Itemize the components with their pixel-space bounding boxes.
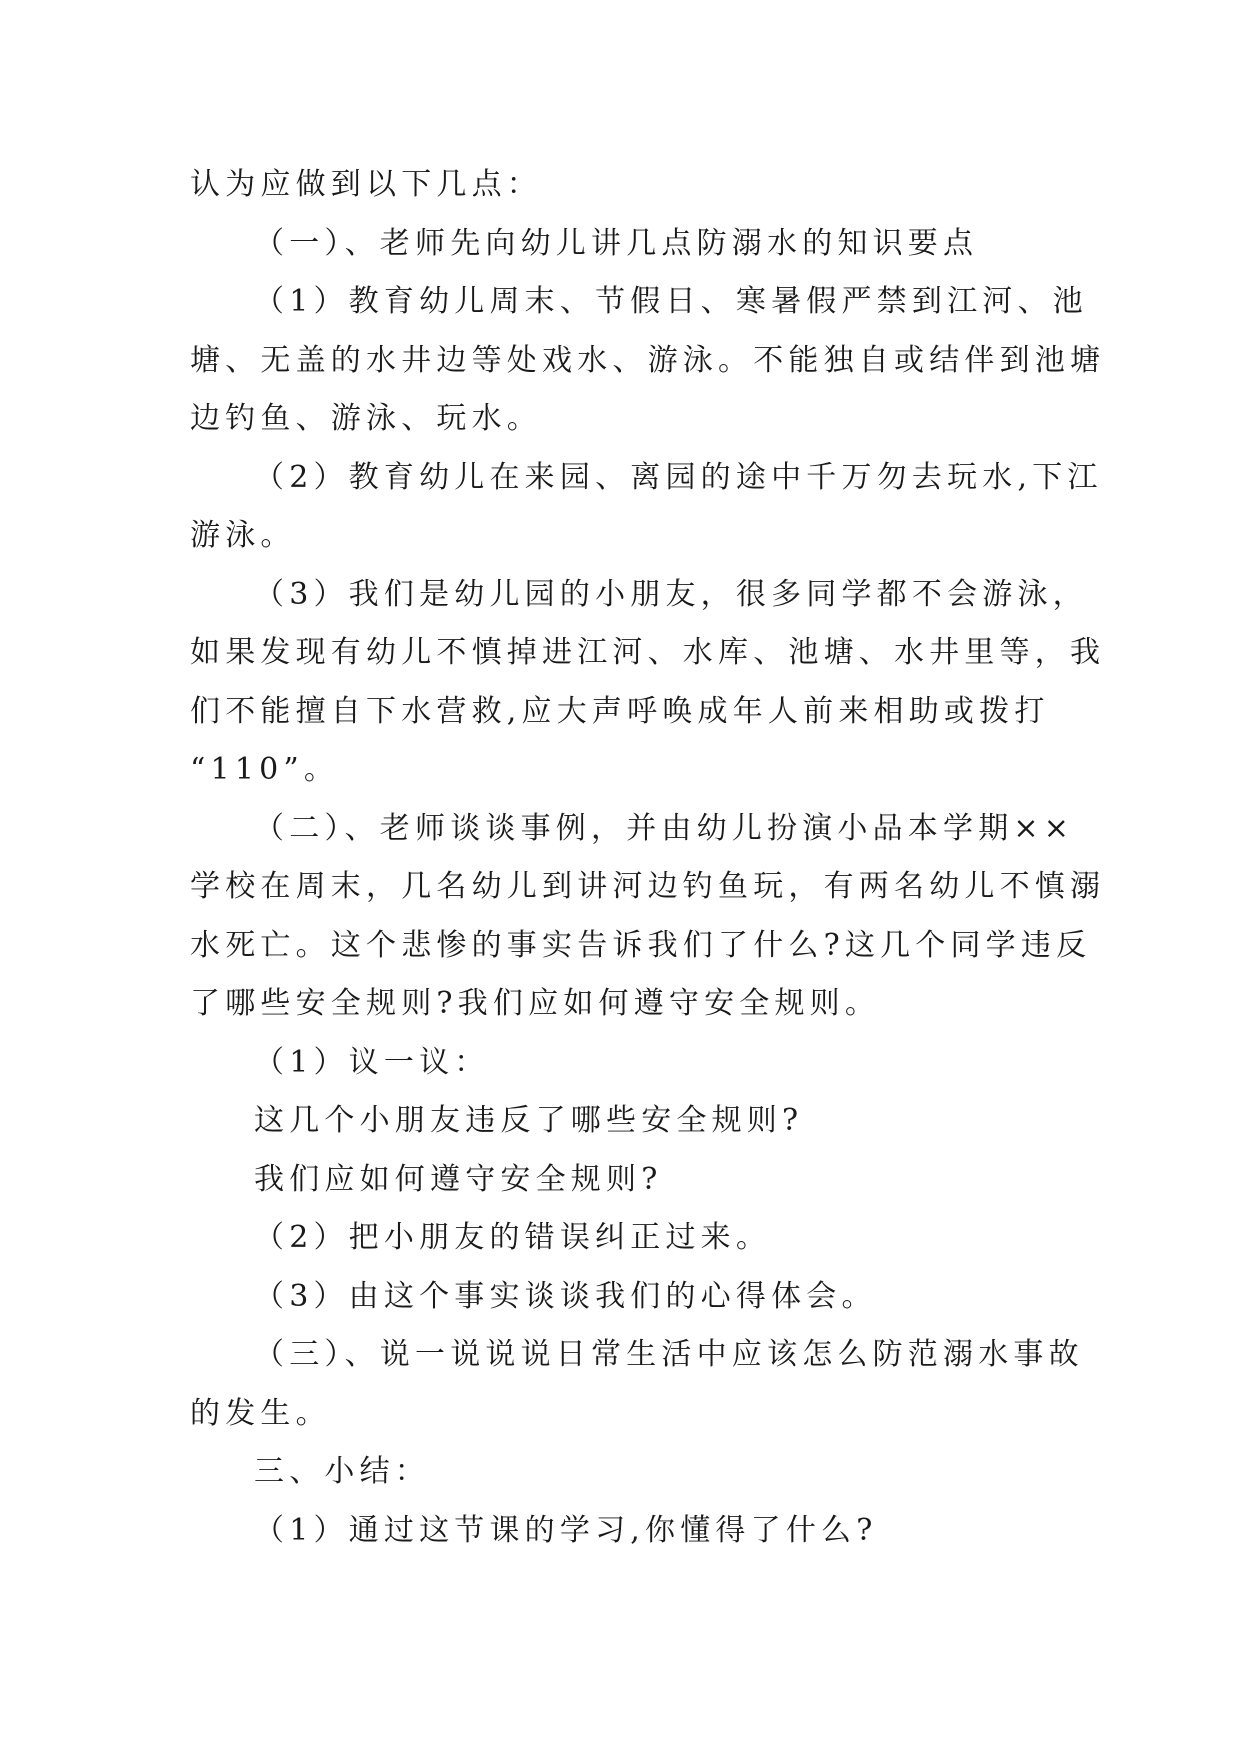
line-text: （一）、老师先向幼儿讲几点防溺水的知识要点 — [254, 225, 979, 261]
text-line-14 — [190, 917, 1092, 976]
line-text: 认为应做到以下几点： — [190, 167, 542, 202]
text-line-16 — [190, 1034, 1052, 1093]
line-text: 我们应如何遵守安全规则? — [254, 1161, 663, 1197]
text-line-1 — [190, 156, 1052, 215]
text-line-5 — [190, 390, 1052, 449]
line-text: （二）、老师谈谈事例，并由幼儿扮演小品本学期×× — [254, 810, 1075, 846]
document-body — [190, 156, 1106, 1560]
line-text: 们不能擅自下水营救,应大声呼唤成年人前来相助或拨打 — [190, 693, 1050, 729]
text-line-15 — [190, 975, 1052, 1034]
line-text: 如果发现有幼儿不慎掉进江河、水库、池塘、水井里等，我 — [190, 635, 1106, 670]
text-line-19 — [190, 1209, 1052, 1268]
line-text: （3）由这个事实谈谈我们的心得体会。 — [254, 1278, 877, 1314]
line-text: 了哪些安全规则?我们应如何遵守安全规则。 — [190, 986, 881, 1021]
text-line-13 — [190, 858, 1106, 917]
text-line-2 — [190, 215, 1052, 274]
line-text: （1）议一议： — [254, 1044, 490, 1080]
line-text: 边钓鱼、游泳、玩水。 — [190, 401, 542, 436]
text-line-21 — [190, 1326, 1084, 1385]
text-line-23 — [190, 1443, 1052, 1502]
text-line-8 — [190, 566, 1088, 625]
text-line-17 — [190, 1092, 1052, 1151]
line-text: “110”。 — [190, 752, 340, 787]
line-text: （2）教育幼儿在来园、离园的途中千万勿去玩水,下江 — [254, 459, 1103, 495]
text-line-3 — [190, 273, 1088, 332]
line-text: （2）把小朋友的错误纠正过来。 — [254, 1220, 772, 1255]
line-text: 水死亡。这个悲惨的事实告诉我们了什么?这几个同学违反 — [190, 927, 1092, 963]
line-text: 游泳。 — [190, 518, 296, 553]
line-text: 塘、无盖的水井边等处戏水、游泳。不能独自或结伴到池塘 — [190, 342, 1106, 378]
line-text: （1）教育幼儿周末、节假日、寒暑假严禁到江河、池 — [254, 284, 1088, 319]
text-line-22 — [190, 1385, 1052, 1444]
text-line-12 — [190, 800, 1075, 859]
line-text: 学校在周末，几名幼儿到讲河边钓鱼玩，有两名幼儿不慎溺 — [190, 869, 1106, 904]
text-line-18 — [190, 1151, 1052, 1210]
text-line-24 — [190, 1502, 1052, 1561]
line-text: 这几个小朋友违反了哪些安全规则? — [254, 1103, 804, 1138]
line-text: 的发生。 — [190, 1395, 331, 1431]
line-text: （三）、说一说说说日常生活中应该怎么防范溺水事故 — [254, 1337, 1084, 1372]
line-text: （1）通过这节课的学习,你懂得了什么? — [254, 1512, 878, 1548]
line-text: 三、小结： — [254, 1454, 430, 1489]
text-line-7 — [190, 507, 1052, 566]
text-line-4 — [190, 332, 1106, 391]
line-text: （3）我们是幼儿园的小朋友，很多同学都不会游泳， — [254, 576, 1088, 612]
text-line-11 — [190, 741, 1052, 800]
text-line-6 — [190, 449, 1103, 508]
text-line-10 — [190, 683, 1052, 742]
text-line-9 — [190, 624, 1106, 683]
text-line-20 — [190, 1268, 1052, 1327]
